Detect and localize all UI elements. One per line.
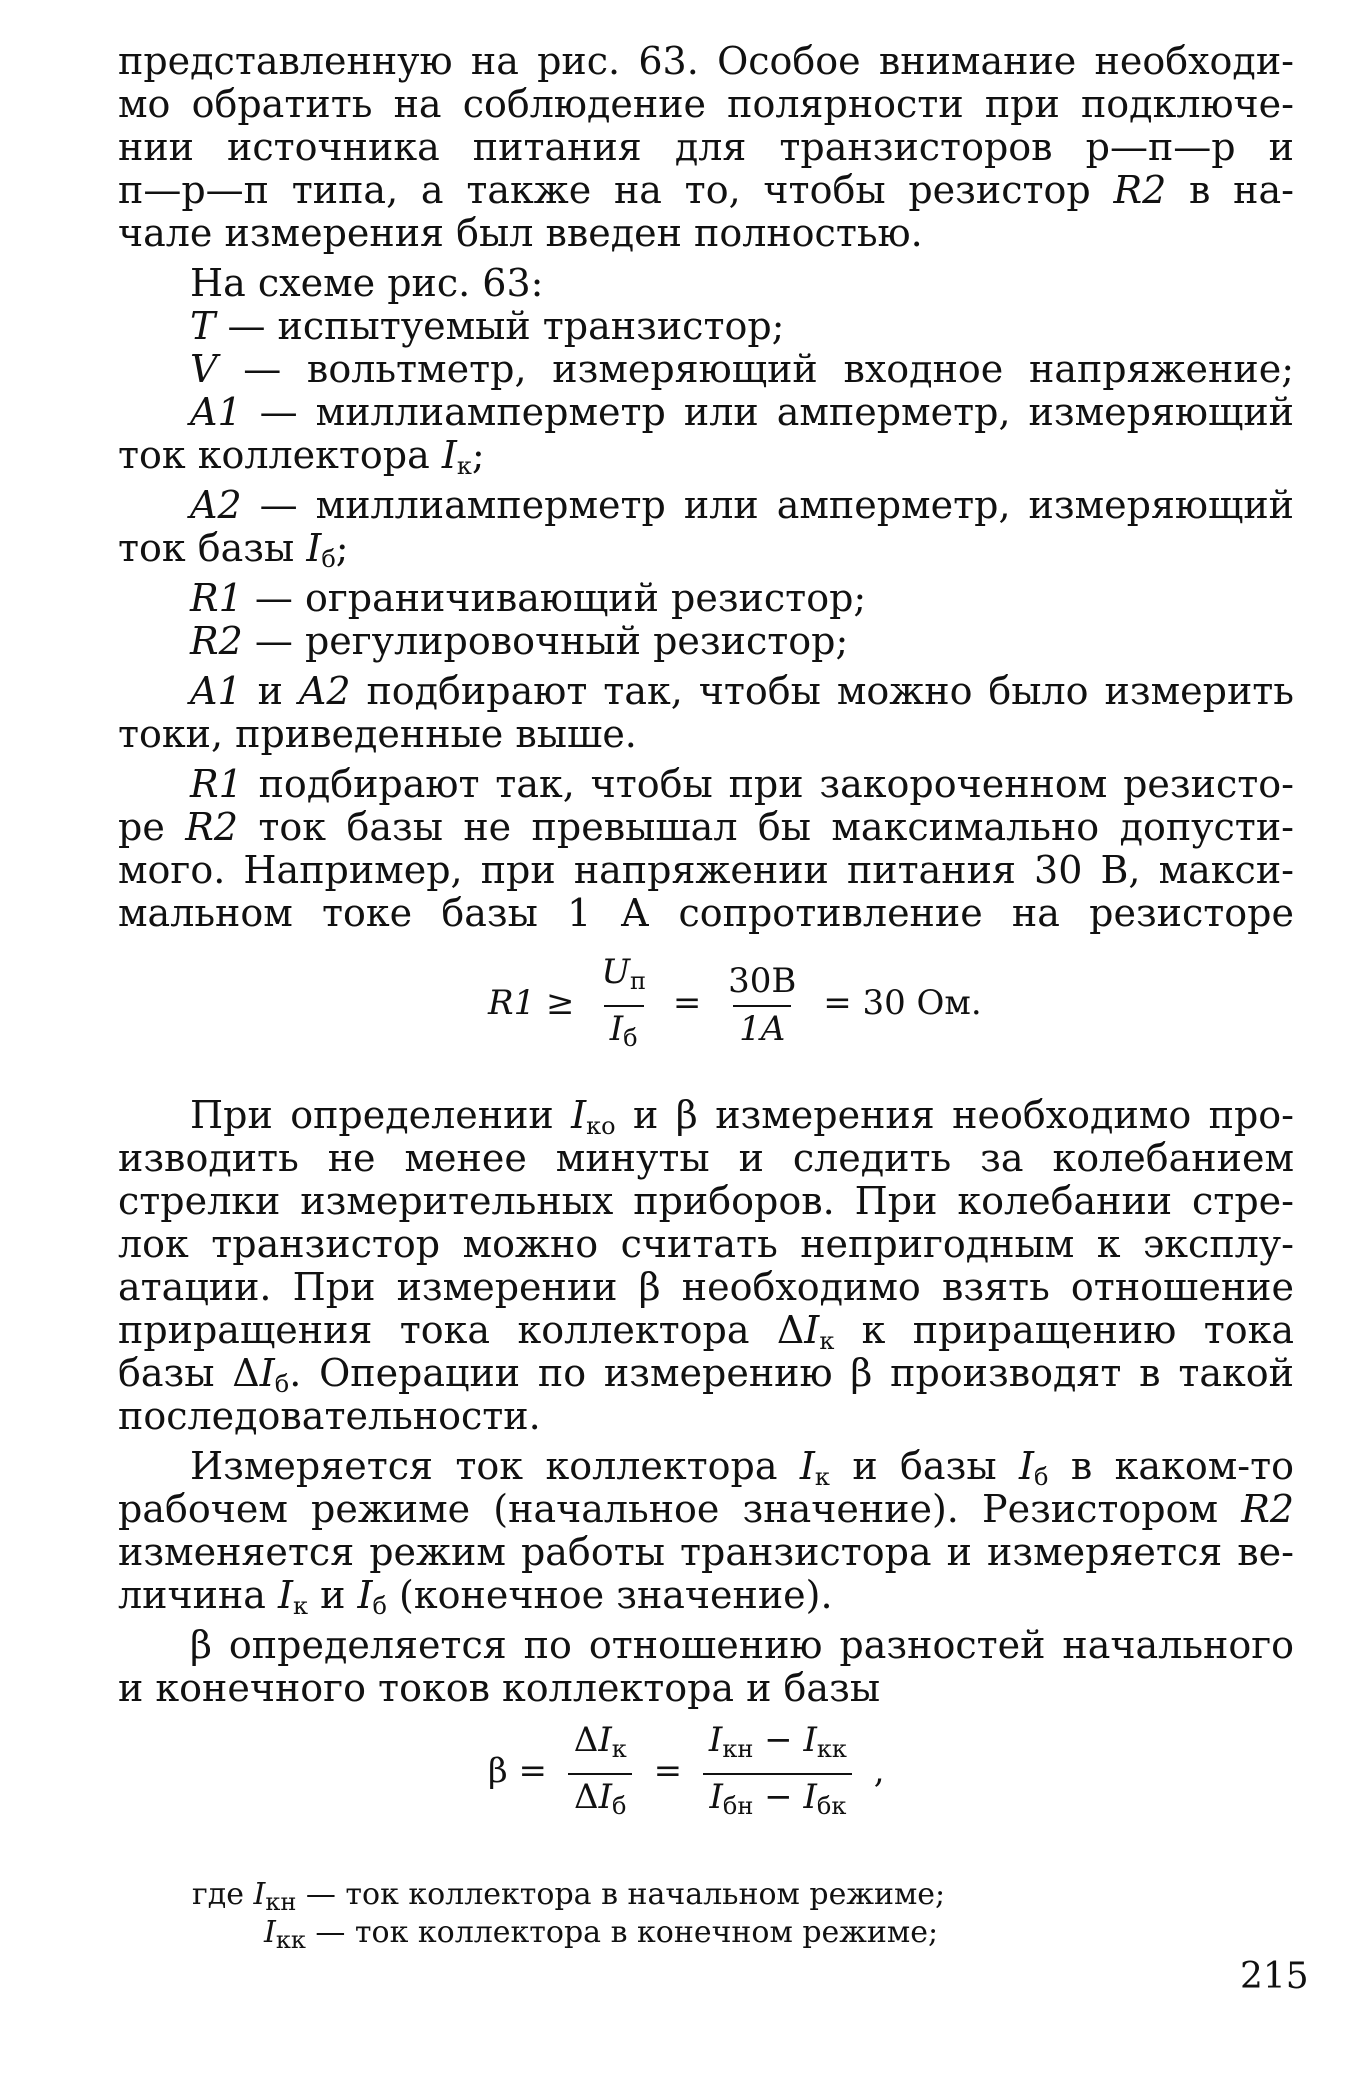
text-line: последовательности.	[118, 1394, 541, 1438]
text-line: A1 и A2 подбирают так, чтобы можно было измерить	[190, 669, 1294, 713]
text-line: мальном токе базы 1 А сопротивление на резисторе	[118, 891, 1294, 935]
text-line: ре R2 ток базы не превышал бы максимально допусти-	[118, 805, 1294, 849]
text-line: стрелки измерительных приборов. При колебании стре-	[118, 1179, 1294, 1223]
legend-item-r1: R1 — ограничивающий резистор;	[190, 576, 867, 620]
text-line: При определении $I_{ко}$ и β измерения необходимо про-	[190, 1093, 1294, 1140]
text-line: представленную на рис. 63. Особое внимание необходи-	[118, 39, 1294, 83]
text-line: лок транзистор можно считать непригодным к эксплу-	[118, 1222, 1294, 1266]
legend-item-t: T — испытуемый транзистор;	[190, 304, 785, 348]
text-line: мо обратить на соблюдение полярности при подключе-	[118, 82, 1294, 126]
text-line: личина $I_к$ и $I_б$ (конечное значение).	[118, 1573, 833, 1620]
text-line: На схеме рис. 63:	[190, 261, 544, 305]
text-line: R1 подбирают так, чтобы при закороченном резисто-	[190, 762, 1294, 806]
legend-item-a1: A1 — миллиамперметр или амперметр, измеряющий	[190, 390, 1294, 434]
text-line: и конечного токов коллектора и базы	[118, 1666, 881, 1710]
fraction: $\frac{U_п}{I_б}$	[595, 952, 652, 1058]
text-line: чале измерения был введен полностью.	[118, 211, 923, 255]
page-number: 215	[1240, 1956, 1309, 1997]
fraction: $\frac{30В}{1A}$	[728, 961, 797, 1049]
text-line: базы $\Delta I_б$. Операции по измерению β производят в такой	[118, 1351, 1294, 1398]
text-line: мого. Например, при напряжении питания 30 В, макси-	[118, 848, 1294, 892]
text-line: рабочем режиме (начальное значение). Резистором R2	[118, 1487, 1294, 1531]
text-line: токи, приведенные выше.	[118, 712, 637, 756]
text-line: приращения тока коллектора $\Delta I_к$ к приращению тока	[118, 1308, 1294, 1355]
fraction: $\frac{I_{кн} - I_{кк}}{I_{бн} - I_{бк}}$	[703, 1720, 853, 1826]
text-line: Измеряется ток коллектора $I_к$ и базы $I_б$ в каком-то	[190, 1444, 1294, 1491]
text-line: п—р—п типа, а также на то, чтобы резистор R2 в на-	[118, 168, 1294, 212]
legend-item-a2: A2 — миллиамперметр или амперметр, измеряющий	[190, 483, 1294, 527]
text-line: β определяется по отношению разностей начального	[190, 1623, 1294, 1667]
text-line: ток базы $I_б$;	[118, 526, 349, 573]
text-line: ток коллектора $I_к$;	[118, 433, 485, 480]
definition-line: $I_{кк}$ — ток коллектора в конечном режиме;	[264, 1915, 939, 1954]
fraction: $\frac{\Delta I_к}{\Delta I_б}$	[568, 1720, 633, 1826]
text-line: изводить не менее минуты и следить за колебанием	[118, 1136, 1294, 1180]
legend-item-r2: R2 — регулировочный резистор;	[190, 619, 849, 663]
definition-line: где $I_{кн}$ — ток коллектора в начальном режиме;	[192, 1877, 946, 1916]
formula-r1: R1 ≥ $\frac{U_п}{I_б}$ = $\frac{30В}{1A}$ = 30 Ом.	[488, 952, 982, 1058]
text-line: нии источника питания для транзисторов р—п—р и	[118, 125, 1294, 169]
legend-item-v: V — вольтметр, измеряющий входное напряжение;	[190, 347, 1294, 391]
text-line: атации. При измерении β необходимо взять отношение	[118, 1265, 1294, 1309]
text-line: изменяется режим работы транзистора и измеряется ве-	[118, 1530, 1294, 1574]
formula-beta: β = $\frac{\Delta I_к}{\Delta I_б}$ = $\frac{I_{кн} - I_{кк}}{I_{бн} - I_{бк}}$ ,	[488, 1720, 885, 1826]
